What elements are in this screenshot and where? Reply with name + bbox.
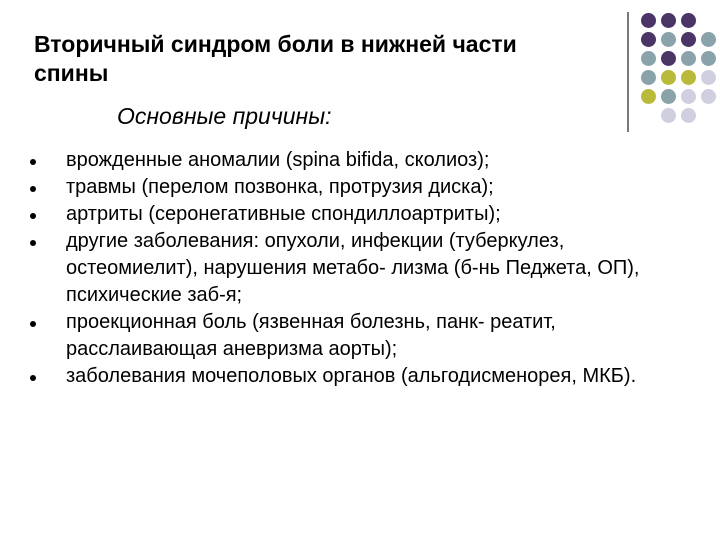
decor-dot — [641, 70, 656, 85]
bullet-icon — [30, 213, 36, 219]
decor-dot — [641, 32, 656, 47]
decor-dot — [681, 70, 696, 85]
bullet-icon — [30, 240, 36, 246]
decor-dot — [681, 51, 696, 66]
list-item — [30, 174, 680, 201]
list-item — [30, 201, 680, 228]
list-item-text: проекционная боль (язвенная болезнь, панк- реатит, расслаивающая аневризма аорты); — [66, 311, 556, 360]
decor-dot — [701, 32, 716, 47]
slide-subtitle: Основные причины: — [117, 103, 332, 129]
list-item — [30, 147, 680, 174]
decor-dot — [701, 89, 716, 104]
decor-dot — [661, 70, 676, 85]
decor-dot — [681, 108, 696, 123]
vertical-divider — [627, 12, 629, 132]
decor-dot — [641, 51, 656, 66]
bullet-icon — [30, 186, 36, 192]
list-item-text: другие заболевания: опухоли, инфекции (туберкулез, остеомиелит), нарушения метабо- лизма (б-нь Педжета, ОП), психические заб-я; — [66, 230, 640, 306]
slide-title: Вторичный синдром боли в нижней части спины — [34, 31, 517, 86]
decor-dot — [681, 32, 696, 47]
list-item — [30, 309, 680, 363]
decor-dot — [661, 32, 676, 47]
list-item — [30, 228, 680, 309]
decor-dot — [661, 13, 676, 28]
bullet-icon — [30, 159, 36, 165]
decor-dot — [681, 89, 696, 104]
list-item-text: артриты (серонегативные спондиллоартриты); — [66, 203, 501, 225]
bullet-icon — [30, 321, 36, 327]
list-item-text: заболевания мочеполовых органов (альгодисменорея, МКБ). — [66, 365, 637, 387]
causes-list — [30, 147, 680, 390]
list-item-text: врожденные аномалии (spina bifida, сколиоз); — [66, 149, 490, 171]
decor-dot — [661, 51, 676, 66]
bullet-icon — [30, 375, 36, 381]
decor-dot — [661, 89, 676, 104]
decor-dot — [681, 13, 696, 28]
decor-dot — [641, 89, 656, 104]
list-item-text: травмы (перелом позвонка, протрузия диска); — [66, 176, 494, 198]
decor-dot — [661, 108, 676, 123]
decor-dot — [641, 13, 656, 28]
list-item — [30, 363, 680, 390]
decor-dot — [701, 70, 716, 85]
decor-dot — [701, 51, 716, 66]
